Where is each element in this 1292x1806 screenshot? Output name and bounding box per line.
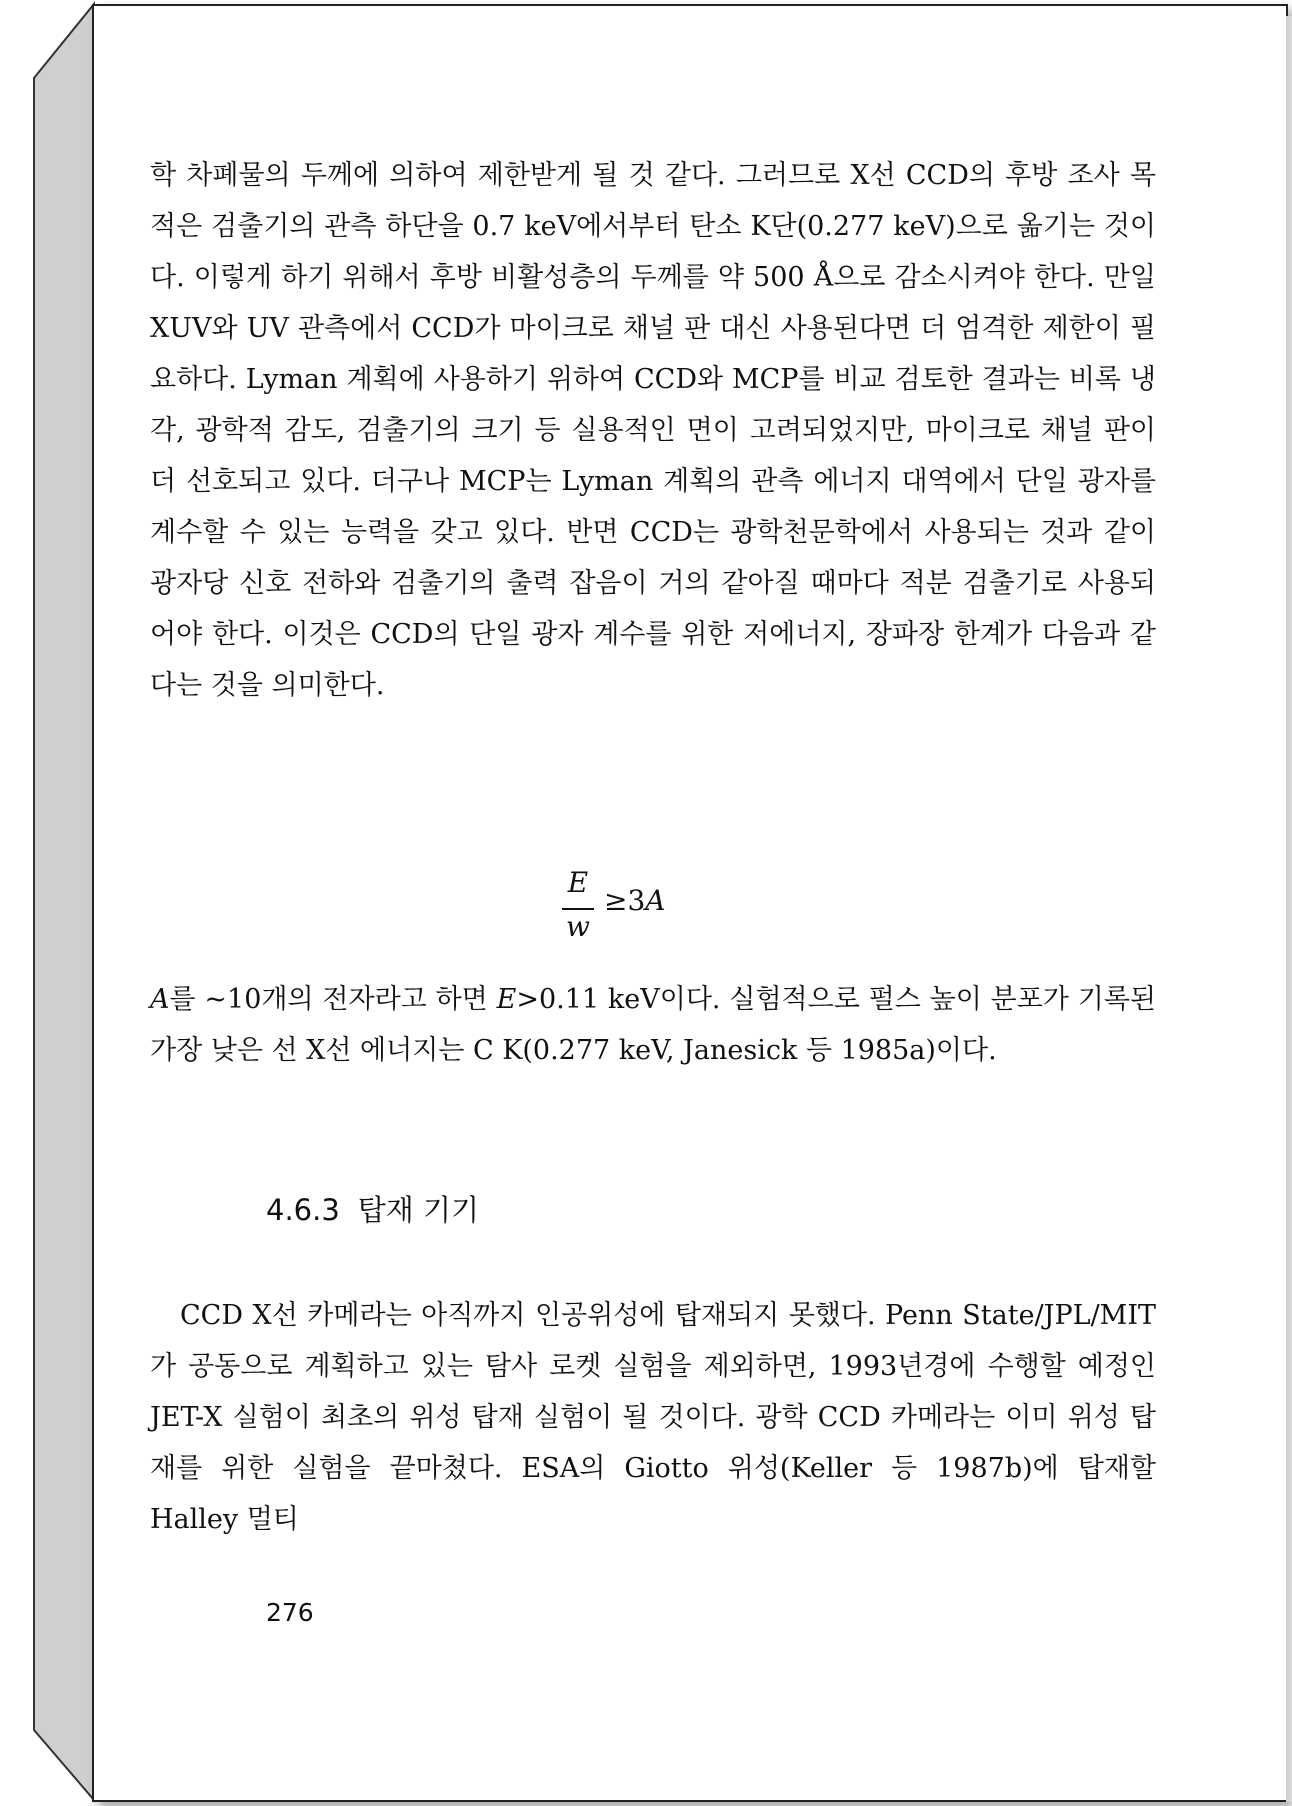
page-number: 276 xyxy=(266,1598,314,1627)
equation xyxy=(560,866,720,946)
section-number: 4.6.3 xyxy=(266,1193,340,1227)
equation-rhs xyxy=(604,884,666,917)
variable-e: E xyxy=(496,984,517,1015)
paragraph-text: 학 차폐물의 두께에 의하여 제한받게 될 것 같다. 그러므로 X선 CCD의 후방 조사 목적은 검출기의 관측 하단을 0.7 keV에서부터 탄소 K단(0.277 keV)으로 옮기는 것이다. 이렇게 하기 위해서 후방 비활성층의 두께를 약 500 Å으로 감소시켜야 한다. 만일 XUV와 UV 관측에서 CCD가 마이크로 채널 판 대신 사용된다면 더 엄격한 제한이 필요하다. Lyman 계획에 사용하기 위하여 CCD와 MCP를 비교 검토한 결과는 비록 냉각, 광학적 감도, 검출기의 크기 등 실용적인 면이 고려되었지만, 마이크로 채널 판이 더 선호되고 있다. 더구나 MCP는 Lyman 계획의 관측 에너지 대역에서 단일 광자를 계수할 수 있는 능력을 갖고 있다. 반면 CCD는 광학천문학에서 사용되는 것과 같이 광자당 신호 전하와 검출기의 출력 잡음이 거의 같아질 때마다 적분 검출기로 사용되어야 한다. 이것은 CCD의 단일 광자 계수를 위한 저에너지, 장파장 한계가 다음과 같다는 것을 의미한다. xyxy=(150,160,1156,701)
paragraph-text-part: >0.11 keV이다. 실험적으로 펄스 높이 분포가 기록된 가장 낮은 선 X선 에너지는 C K(0.277 keV, Janesick 등 1985a)이다. xyxy=(150,984,1156,1066)
equation-relation: ≥3 xyxy=(604,884,646,917)
paragraph-text: CCD X선 카메라는 아직까지 인공위성에 탑재되지 못했다. Penn State/JPL/MIT가 공동으로 계획하고 있는 탐사 로켓 실험을 제외하면, 1993년경에 수행할 예정인 JET-X 실험이 최초의 위성 탑재 실험이 될 것이다. 광학 CCD 카메라는 이미 위성 탑재를 위한 실험을 끝마쳤다. ESA의 Giotto 위성(Keller 등 1987b)에 탑재할 Halley 멀티 xyxy=(150,1300,1156,1535)
section-heading xyxy=(266,1188,479,1229)
fraction-numerator: E xyxy=(567,866,589,899)
variable-a: A xyxy=(150,984,170,1015)
paragraph-text-part: 를 ~10개의 전자라고 하면 xyxy=(169,984,497,1015)
body-paragraph-1 xyxy=(150,150,1156,711)
equation-variable: A xyxy=(645,884,666,917)
fraction-denominator: w xyxy=(566,910,590,943)
section-title: 탑재 기기 xyxy=(357,1193,480,1227)
paragraph-text xyxy=(150,974,1156,1076)
body-paragraph-2 xyxy=(150,974,1156,1076)
body-paragraph-3 xyxy=(150,1290,1156,1545)
page-edge-shading xyxy=(1286,16,1292,1802)
